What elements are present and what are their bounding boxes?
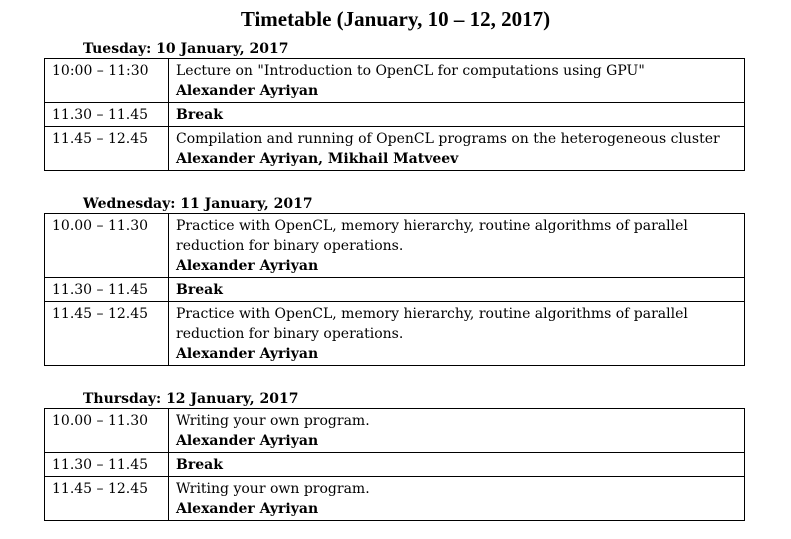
time-cell: 10.00 – 11.30 [45,214,169,278]
table-row [45,127,745,171]
table-row [45,409,745,453]
day-heading-wednesday: Wednesday: 11 January, 2017 [83,196,313,212]
time-cell: 11.30 – 11.45 [45,453,169,477]
table-row [45,477,745,521]
table-row [45,214,745,278]
session-description: Practice with OpenCL, memory hierarchy, routine algorithms of parallel [176,218,688,234]
break-cell: Break [169,103,745,127]
session-description: Writing your own program. [176,413,370,429]
session-description: Compilation and running of OpenCL programs on the heterogeneous cluster [176,131,720,147]
table-row [45,103,745,127]
session-description: Lecture on "Introduction to OpenCL for computations using GPU" [176,63,645,79]
time-cell: 11.45 – 12.45 [45,477,169,521]
timetable-wednesday [44,213,745,366]
break-cell: Break [169,453,745,477]
session-description: Practice with OpenCL, memory hierarchy, routine algorithms of parallel [176,306,688,322]
time-cell: 10.00 – 11.30 [45,409,169,453]
session-description: reduction for binary operations. [176,326,404,342]
time-cell: 11.30 – 11.45 [45,103,169,127]
session-cell [169,214,745,278]
table-row [45,278,745,302]
speaker-name: Alexander Ayriyan [176,83,319,99]
day-heading-tuesday: Tuesday: 10 January, 2017 [83,41,289,57]
speaker-name: Alexander Ayriyan [176,346,319,362]
timetable-thursday [44,408,745,521]
session-cell [169,409,745,453]
session-description: Writing your own program. [176,481,370,497]
speaker-name: Alexander Ayriyan [176,258,319,274]
break-cell: Break [169,278,745,302]
table-row [45,59,745,103]
session-cell [169,127,745,171]
timetable-tuesday [44,58,745,171]
time-cell: 11.45 – 12.45 [45,127,169,171]
speaker-name: Alexander Ayriyan [176,433,319,449]
day-heading-thursday: Thursday: 12 January, 2017 [83,391,299,407]
table-row [45,453,745,477]
table-row [45,302,745,366]
speaker-name: Alexander Ayriyan [176,501,319,517]
session-cell [169,302,745,366]
page-title: Timetable (January, 10 – 12, 2017) [240,7,551,31]
time-cell: 10:00 – 11:30 [45,59,169,103]
time-cell: 11.45 – 12.45 [45,302,169,366]
time-cell: 11.30 – 11.45 [45,278,169,302]
session-description: reduction for binary operations. [176,238,404,254]
session-cell [169,477,745,521]
session-cell [169,59,745,103]
speaker-name: Alexander Ayriyan, Mikhail Matveev [176,151,459,167]
